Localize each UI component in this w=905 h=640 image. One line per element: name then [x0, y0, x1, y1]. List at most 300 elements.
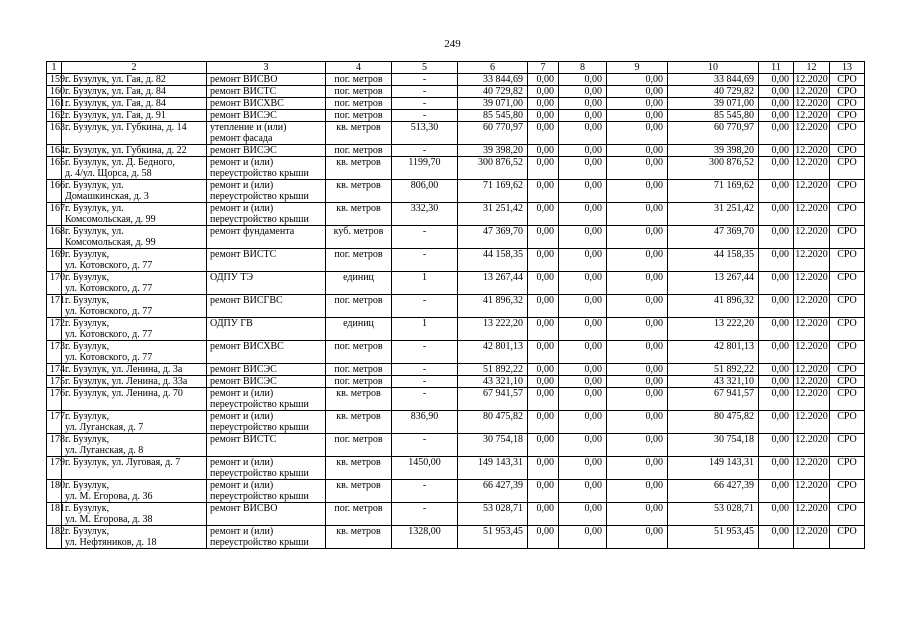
amount-cell: 0,00	[528, 226, 559, 249]
work-type-cell-line: ремонт фасада	[210, 133, 273, 144]
amount-cell: 0,00	[528, 526, 559, 549]
amount-cell: 0,00	[528, 457, 559, 480]
row-number: 161.	[47, 98, 62, 110]
fund-cost-cell: 300 876,52	[668, 157, 759, 180]
fund-cost-cell: 40 729,82	[668, 86, 759, 98]
address-cell-line: г. Бузулук, ул.	[65, 180, 124, 191]
amount-cell: 0,00	[759, 272, 794, 295]
quantity-cell: -	[392, 74, 458, 86]
address-cell-line: ул. Котовского, д. 77	[65, 283, 153, 294]
work-type-cell-line: ремонт фундамента	[210, 226, 295, 237]
method-cell: СРО	[830, 295, 865, 318]
amount-cell: 0,00	[759, 110, 794, 122]
address-cell	[62, 180, 207, 203]
row-number: 176.	[47, 388, 62, 411]
date-cell: 12.2020	[794, 411, 830, 434]
amount-cell: 0,00	[559, 526, 607, 549]
quantity-cell: -	[392, 434, 458, 457]
address-cell	[62, 341, 207, 364]
work-type-cell-line: ремонт и (или)	[210, 457, 274, 468]
amount-cell: 0,00	[528, 86, 559, 98]
address-cell-line: г. Бузулук, ул. Ленина, д. 33а	[65, 376, 188, 387]
address-cell	[62, 74, 207, 86]
work-type-cell-line: переустройство крыши	[210, 537, 309, 548]
fund-cost-cell: 44 158,35	[668, 249, 759, 272]
total-cost-cell: 33 844,69	[458, 74, 528, 86]
unit-cell: пог. метров	[326, 364, 392, 376]
amount-cell: 0,00	[559, 480, 607, 503]
amount-cell: 0,00	[559, 272, 607, 295]
amount-cell: 0,00	[528, 376, 559, 388]
total-cost-cell: 51 892,22	[458, 364, 528, 376]
address-cell	[62, 157, 207, 180]
row-number: 166.	[47, 180, 62, 203]
amount-cell: 0,00	[559, 74, 607, 86]
address-cell	[62, 295, 207, 318]
quantity-cell: 332,30	[392, 203, 458, 226]
row-number: 168.	[47, 226, 62, 249]
amount-cell: 0,00	[559, 110, 607, 122]
total-cost-cell: 39 071,00	[458, 98, 528, 110]
method-cell: СРО	[830, 341, 865, 364]
amount-cell: 0,00	[559, 226, 607, 249]
quantity-cell: -	[392, 226, 458, 249]
amount-cell: 0,00	[528, 388, 559, 411]
amount-cell: 0,00	[759, 226, 794, 249]
total-cost-cell: 40 729,82	[458, 86, 528, 98]
work-type-cell	[207, 226, 326, 249]
address-cell-line: г. Бузулук,	[65, 295, 110, 306]
table-row	[47, 74, 865, 86]
row-number: 165.	[47, 157, 62, 180]
amount-cell: 0,00	[759, 526, 794, 549]
row-number: 179.	[47, 457, 62, 480]
address-cell-line: Комсомольская, д. 99	[65, 214, 156, 225]
date-cell: 12.2020	[795, 110, 828, 121]
amount-cell: 0,00	[607, 145, 668, 157]
amount-cell: 0,00	[759, 434, 794, 457]
amount-cell: 0,00	[607, 457, 668, 480]
fund-cost-cell: 51 892,22	[668, 364, 759, 376]
fund-cost-cell: 60 770,97	[668, 122, 759, 145]
work-type-cell-line: ремонт ВИСЭС	[210, 364, 277, 375]
amount-cell: 0,00	[759, 457, 794, 480]
address-cell-line: Комсомольская, д. 99	[65, 237, 156, 248]
work-type-cell-line: ремонт ВИСЭС	[210, 110, 277, 121]
fund-cost-cell: 30 754,18	[668, 434, 759, 457]
amount-cell: 0,00	[528, 480, 559, 503]
work-type-cell	[207, 341, 326, 364]
work-type-cell	[207, 480, 326, 503]
date-cell: 12.2020	[794, 388, 830, 411]
table-row	[47, 411, 865, 434]
unit-cell: пог. метров	[326, 341, 392, 364]
unit-cell: куб. метров	[326, 226, 392, 249]
row-number: 180.	[47, 480, 62, 503]
address-cell	[62, 526, 207, 549]
quantity-cell: 836,90	[392, 411, 458, 434]
amount-cell: 0,00	[607, 272, 668, 295]
address-cell	[62, 272, 207, 295]
date-cell: 12.2020	[794, 295, 830, 318]
amount-cell: 0,00	[607, 203, 668, 226]
amount-cell: 0,00	[559, 157, 607, 180]
unit-cell: пог. метров	[326, 98, 392, 110]
work-type-cell-line: ремонт и (или)	[210, 526, 274, 537]
address-cell	[62, 98, 207, 110]
amount-cell: 0,00	[559, 98, 607, 110]
table-row	[47, 226, 865, 249]
total-cost-cell: 39 398,20	[458, 145, 528, 157]
address-cell	[62, 388, 207, 411]
quantity-cell: 1	[392, 318, 458, 341]
amount-cell: 0,00	[607, 157, 668, 180]
address-cell	[62, 457, 207, 480]
address-cell-line: д. 4/ул. Щорса, д. 58	[65, 168, 152, 179]
quantity-cell: -	[392, 364, 458, 376]
amount-cell: 0,00	[559, 122, 607, 145]
quantity-cell: -	[392, 145, 458, 157]
work-type-cell-line: переустройство крыши	[210, 399, 309, 410]
date-cell: 12.2020	[794, 480, 830, 503]
total-cost-cell: 66 427,39	[458, 480, 528, 503]
work-type-cell-line: ОДПУ ТЭ	[210, 272, 254, 283]
amount-cell: 0,00	[528, 98, 559, 110]
work-type-cell-line: переустройство крыши	[210, 191, 309, 202]
address-cell-line: г. Бузулук, ул. Гая, д. 84	[65, 86, 166, 97]
column-number-3: 3	[207, 62, 326, 74]
amount-cell: 0,00	[759, 318, 794, 341]
page-number: 249	[444, 38, 461, 50]
work-type-cell-line: переустройство крыши	[210, 491, 309, 502]
quantity-cell: 1328,00	[392, 526, 458, 549]
amount-cell: 0,00	[759, 86, 794, 98]
unit-cell: кв. метров	[326, 457, 392, 480]
address-cell	[62, 318, 207, 341]
address-cell-line: г. Бузулук, ул. Ленина, д. 70	[65, 388, 183, 399]
work-type-cell-line: ремонт ВИСХВС	[210, 98, 284, 109]
amount-cell: 0,00	[759, 145, 794, 157]
work-type-cell-line: ремонт ВИСТС	[210, 86, 277, 97]
amount-cell: 0,00	[607, 295, 668, 318]
amount-cell: 0,00	[559, 376, 607, 388]
amount-cell: 0,00	[559, 295, 607, 318]
amount-cell: 0,00	[528, 74, 559, 86]
date-cell: 12.2020	[794, 249, 830, 272]
fund-cost-cell: 33 844,69	[668, 74, 759, 86]
work-type-cell-line: переустройство крыши	[210, 168, 309, 179]
method-cell: СРО	[830, 74, 865, 86]
amount-cell: 0,00	[559, 180, 607, 203]
amount-cell: 0,00	[528, 411, 559, 434]
address-cell	[62, 110, 207, 122]
work-type-cell-line: ремонт ВИСВО	[210, 74, 278, 85]
method-cell: СРО	[830, 145, 865, 157]
method-cell: СРО	[830, 376, 865, 388]
address-cell	[62, 503, 207, 526]
amount-cell: 0,00	[607, 98, 668, 110]
total-cost-cell: 71 169,62	[458, 180, 528, 203]
fund-cost-cell: 42 801,13	[668, 341, 759, 364]
amount-cell: 0,00	[607, 503, 668, 526]
address-cell-line: г. Бузулук, ул. Губкина, д. 22	[65, 145, 187, 156]
amount-cell: 0,00	[559, 249, 607, 272]
address-cell	[62, 376, 207, 388]
column-number-9: 9	[607, 62, 668, 74]
row-number: 163.	[47, 122, 62, 145]
row-number: 162.	[47, 110, 62, 122]
unit-cell: пог. метров	[326, 295, 392, 318]
method-cell: СРО	[830, 411, 865, 434]
fund-cost-cell: 47 369,70	[668, 226, 759, 249]
work-type-cell	[207, 249, 326, 272]
amount-cell: 0,00	[759, 480, 794, 503]
amount-cell: 0,00	[759, 203, 794, 226]
total-cost-cell: 60 770,97	[458, 122, 528, 145]
address-cell	[62, 480, 207, 503]
amount-cell: 0,00	[559, 388, 607, 411]
quantity-cell: -	[392, 341, 458, 364]
row-number: 171.	[47, 295, 62, 318]
fund-cost-cell: 39 398,20	[668, 145, 759, 157]
address-cell-line: ул. Луганская, д. 7	[65, 422, 144, 433]
table-row	[47, 341, 865, 364]
amount-cell: 0,00	[528, 110, 559, 122]
unit-cell: кв. метров	[326, 180, 392, 203]
amount-cell: 0,00	[528, 180, 559, 203]
fund-cost-cell: 51 953,45	[668, 526, 759, 549]
fund-cost-cell: 71 169,62	[668, 180, 759, 203]
table-row	[47, 157, 865, 180]
quantity-cell: -	[392, 376, 458, 388]
total-cost-cell: 13 222,20	[458, 318, 528, 341]
amount-cell: 0,00	[559, 364, 607, 376]
amount-cell: 0,00	[559, 145, 607, 157]
amount-cell: 0,00	[759, 180, 794, 203]
address-cell-line: г. Бузулук,	[65, 341, 110, 352]
amount-cell: 0,00	[759, 122, 794, 145]
address-cell-line: ул. Котовского, д. 77	[65, 329, 153, 340]
table-row	[47, 295, 865, 318]
date-cell: 12.2020	[794, 180, 830, 203]
amount-cell: 0,00	[759, 364, 794, 376]
unit-cell: пог. метров	[326, 503, 392, 526]
work-type-cell	[207, 272, 326, 295]
table-row	[47, 249, 865, 272]
amount-cell: 0,00	[559, 341, 607, 364]
date-cell: 12.2020	[794, 341, 830, 364]
address-cell	[62, 434, 207, 457]
amount-cell: 0,00	[528, 503, 559, 526]
amount-cell: 0,00	[759, 249, 794, 272]
address-cell	[62, 226, 207, 249]
row-number: 164.	[47, 145, 62, 157]
address-cell	[62, 145, 207, 157]
method-cell: СРО	[830, 249, 865, 272]
column-number-4: 4	[326, 62, 392, 74]
row-number: 170.	[47, 272, 62, 295]
work-type-cell	[207, 411, 326, 434]
address-cell-line: г. Бузулук, ул. Луговая, д. 7	[65, 457, 181, 468]
work-type-cell-line: ремонт ВИСХВС	[210, 341, 284, 352]
amount-cell: 0,00	[759, 98, 794, 110]
table-row	[47, 526, 865, 549]
table-header	[47, 62, 865, 74]
unit-cell: кв. метров	[326, 480, 392, 503]
unit-cell: кв. метров	[326, 203, 392, 226]
address-cell	[62, 249, 207, 272]
amount-cell: 0,00	[607, 122, 668, 145]
total-cost-cell: 67 941,57	[458, 388, 528, 411]
work-type-cell	[207, 86, 326, 98]
amount-cell: 0,00	[759, 341, 794, 364]
date-cell: 12.2020	[795, 86, 828, 97]
amount-cell: 0,00	[528, 272, 559, 295]
address-cell-line: ул. Котовского, д. 77	[65, 352, 153, 363]
row-number: 160.	[47, 86, 62, 98]
fund-cost-cell: 43 321,10	[668, 376, 759, 388]
table-row	[47, 503, 865, 526]
address-cell	[62, 86, 207, 98]
work-type-cell	[207, 434, 326, 457]
date-cell: 12.2020	[795, 98, 828, 109]
work-type-cell-line: ремонт и (или)	[210, 411, 274, 422]
amount-cell: 0,00	[528, 249, 559, 272]
address-cell	[62, 203, 207, 226]
quantity-cell: 1450,00	[392, 457, 458, 480]
amount-cell: 0,00	[607, 226, 668, 249]
amount-cell: 0,00	[759, 388, 794, 411]
work-type-cell	[207, 98, 326, 110]
amount-cell: 0,00	[528, 145, 559, 157]
amount-cell: 0,00	[607, 86, 668, 98]
address-cell-line: г. Бузулук,	[65, 411, 110, 422]
amount-cell: 0,00	[607, 74, 668, 86]
amount-cell: 0,00	[607, 434, 668, 457]
amount-cell: 0,00	[607, 341, 668, 364]
quantity-cell: -	[392, 86, 458, 98]
total-cost-cell: 149 143,31	[458, 457, 528, 480]
work-type-cell-line: ремонт ВИСЭС	[210, 145, 277, 156]
address-cell-line: г. Бузулук, ул. Гая, д. 82	[65, 74, 166, 85]
fund-cost-cell: 41 896,32	[668, 295, 759, 318]
method-cell: СРО	[830, 480, 865, 503]
address-cell-line: г. Бузулук,	[65, 480, 110, 491]
work-type-cell-line: ремонт ВИСГВС	[210, 295, 283, 306]
amount-cell: 0,00	[559, 203, 607, 226]
amount-cell: 0,00	[759, 503, 794, 526]
amount-cell: 0,00	[559, 434, 607, 457]
row-number: 172.	[47, 318, 62, 341]
address-cell-line: ул. Нефтяников, д. 18	[65, 537, 157, 548]
total-cost-cell: 43 321,10	[458, 376, 528, 388]
method-cell: СРО	[830, 180, 865, 203]
total-cost-cell: 13 267,44	[458, 272, 528, 295]
row-number: 182.	[47, 526, 62, 549]
fund-cost-cell: 53 028,71	[668, 503, 759, 526]
method-cell: СРО	[830, 457, 865, 480]
amount-cell: 0,00	[528, 203, 559, 226]
column-number-1: 1	[47, 62, 62, 74]
row-number: 175.	[47, 376, 62, 388]
work-type-cell	[207, 157, 326, 180]
method-cell: СРО	[830, 434, 865, 457]
method-cell: СРО	[830, 98, 865, 110]
work-type-cell	[207, 180, 326, 203]
work-type-cell	[207, 295, 326, 318]
work-type-cell	[207, 503, 326, 526]
address-cell-line: ул. Луганская, д. 8	[65, 445, 144, 456]
work-type-cell	[207, 145, 326, 157]
amount-cell: 0,00	[607, 388, 668, 411]
address-cell-line: г. Бузулук,	[65, 434, 110, 445]
table-row	[47, 86, 865, 98]
total-cost-cell: 85 545,80	[458, 110, 528, 122]
unit-cell: кв. метров	[326, 388, 392, 411]
amount-cell: 0,00	[607, 318, 668, 341]
row-number: 181.	[47, 503, 62, 526]
amount-cell: 0,00	[559, 457, 607, 480]
unit-cell: единиц	[326, 272, 392, 295]
total-cost-cell: 30 754,18	[458, 434, 528, 457]
quantity-cell: 1199,70	[392, 157, 458, 180]
unit-cell: пог. метров	[326, 86, 392, 98]
address-cell-line: ул. Котовского, д. 77	[65, 260, 153, 271]
work-type-cell	[207, 122, 326, 145]
work-type-cell-line: ремонт и (или)	[210, 180, 274, 191]
table-row	[47, 145, 865, 157]
work-type-cell	[207, 74, 326, 86]
row-number: 178.	[47, 434, 62, 457]
address-cell	[62, 411, 207, 434]
fund-cost-cell: 67 941,57	[668, 388, 759, 411]
column-number-2: 2	[62, 62, 207, 74]
unit-cell: единиц	[326, 318, 392, 341]
work-type-cell-line: ремонт ВИСТС	[210, 434, 277, 445]
quantity-cell: -	[392, 98, 458, 110]
work-type-cell-line: ремонт и (или)	[210, 203, 274, 214]
address-cell-line: г. Бузулук,	[65, 526, 110, 537]
date-cell: 12.2020	[795, 74, 828, 85]
unit-cell: кв. метров	[326, 411, 392, 434]
address-cell-line: г. Бузулук, ул.	[65, 226, 124, 237]
method-cell: СРО	[830, 364, 865, 376]
date-cell: 12.2020	[795, 364, 828, 375]
column-number-13: 13	[830, 62, 865, 74]
work-type-cell-line: переустройство крыши	[210, 422, 309, 433]
date-cell: 12.2020	[794, 503, 830, 526]
amount-cell: 0,00	[607, 376, 668, 388]
table-row	[47, 480, 865, 503]
amount-cell: 0,00	[759, 376, 794, 388]
fund-cost-cell: 13 267,44	[668, 272, 759, 295]
table-row	[47, 364, 865, 376]
address-cell-line: г. Бузулук, ул. Д. Бедного,	[65, 157, 175, 168]
amount-cell: 0,00	[607, 526, 668, 549]
fund-cost-cell: 39 071,00	[668, 98, 759, 110]
quantity-cell: 513,30	[392, 122, 458, 145]
amount-cell: 0,00	[559, 503, 607, 526]
fund-cost-cell: 66 427,39	[668, 480, 759, 503]
amount-cell: 0,00	[607, 480, 668, 503]
column-number-10: 10	[668, 62, 759, 74]
quantity-cell: -	[392, 295, 458, 318]
address-cell-line: г. Бузулук,	[65, 249, 110, 260]
amount-cell: 0,00	[759, 157, 794, 180]
column-number-6: 6	[458, 62, 528, 74]
work-type-cell	[207, 364, 326, 376]
row-number: 167.	[47, 203, 62, 226]
